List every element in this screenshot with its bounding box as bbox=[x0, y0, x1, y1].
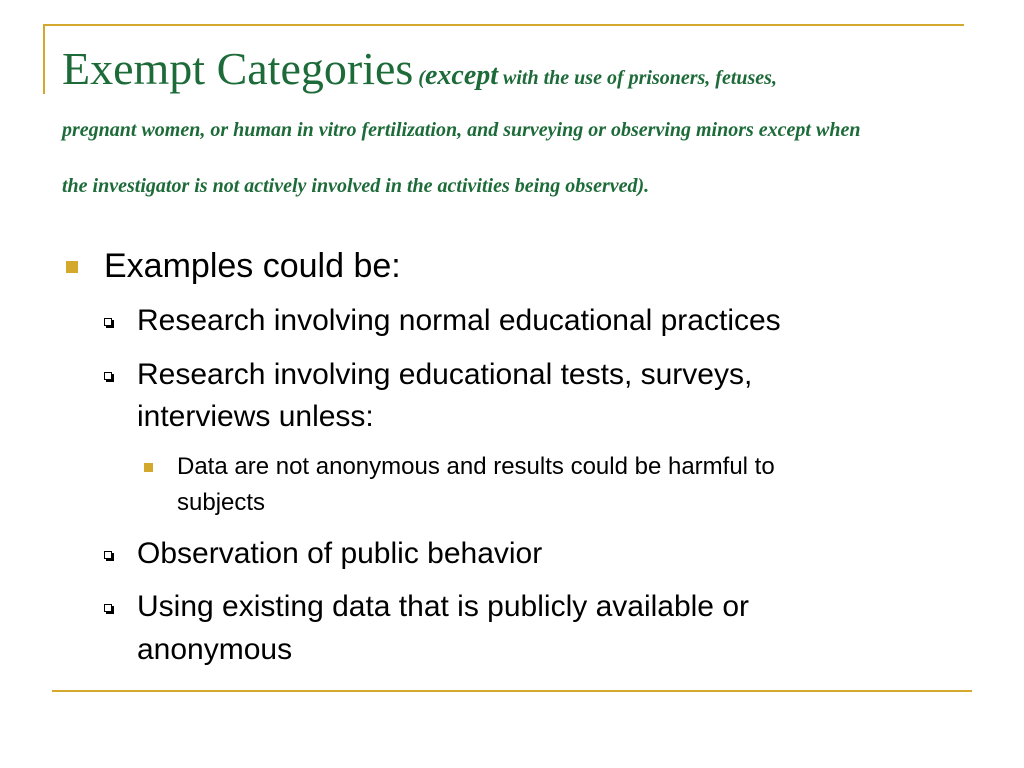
bullet-data-not-anonymous-line-1: Data are not anonymous and results could be harmful to bbox=[177, 453, 775, 480]
bullet-data-not-anonymous-line-2: subjects bbox=[177, 489, 266, 516]
small-square-bullet-icon bbox=[144, 463, 153, 472]
bullet-observation: Observation of public behavior bbox=[137, 537, 543, 570]
hollow-square-bullet-icon bbox=[104, 604, 112, 612]
square-bullet-icon bbox=[66, 261, 78, 273]
bullet-normal-educational: Research involving normal educational practices bbox=[137, 304, 781, 337]
bullet-examples: Examples could be: bbox=[104, 247, 401, 285]
hollow-square-bullet-icon bbox=[104, 318, 112, 326]
title-main: Exempt Categories bbox=[62, 43, 414, 94]
hollow-square-bullet-icon bbox=[104, 372, 112, 380]
bullet-existing-data-line-1: Using existing data that is publicly available or bbox=[137, 590, 749, 623]
title-line-3: the investigator is not actively involved in the activities being observed). bbox=[62, 175, 650, 197]
title-note-rest: with the use of prisoners, fetuses, bbox=[498, 67, 777, 89]
title-note-open: ( bbox=[413, 67, 425, 89]
bottom-accent-line bbox=[52, 690, 972, 692]
bullet-educational-tests-line-1: Research involving educational tests, surveys, bbox=[137, 358, 753, 391]
hollow-square-bullet-icon bbox=[104, 551, 112, 559]
bullet-existing-data-line-2: anonymous bbox=[137, 633, 293, 666]
title-line-2: pregnant women, or human in vitro fertilization, and surveying or observing minors except when bbox=[62, 119, 861, 141]
bullet-educational-tests-line-2: interviews unless: bbox=[137, 400, 374, 433]
title-note-emphasis: except bbox=[424, 60, 499, 91]
